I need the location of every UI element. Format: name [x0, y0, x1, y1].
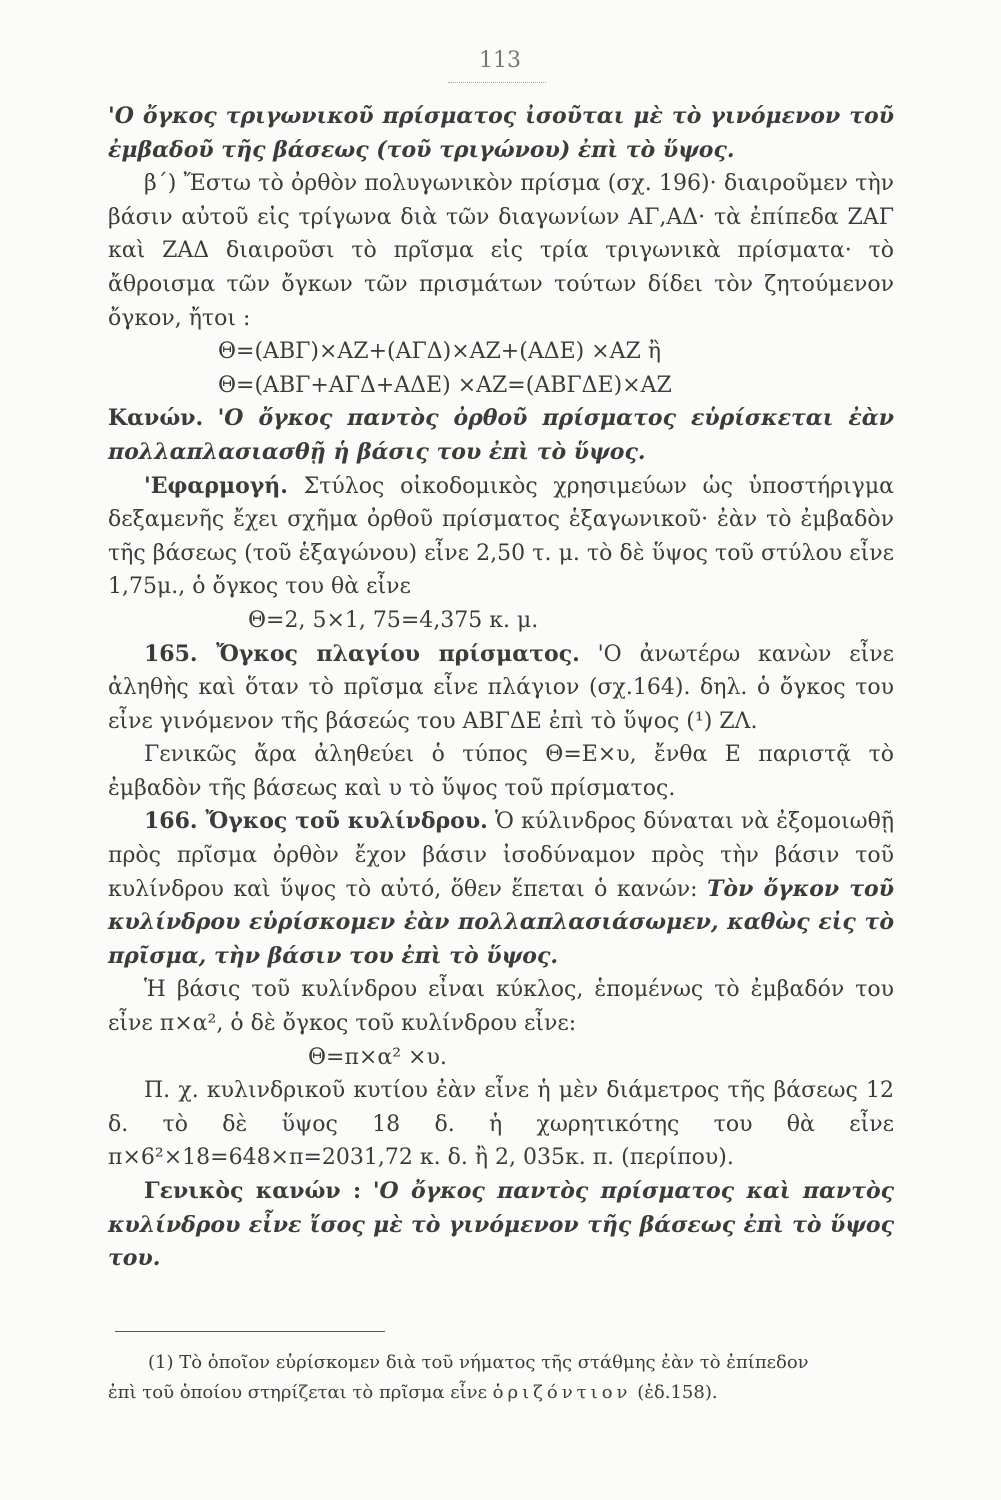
page-number-rule: [448, 82, 546, 83]
page-number: 113: [479, 48, 521, 73]
section-166: [108, 805, 894, 973]
general-rule-text: 'Ο ὄγκος παντὸς πρίσματος καὶ παντὸς κυλίνδρου εἶνε ἴσος μὲ τὸ γινόμενον τῆς βάσεως ἐπὶ τὸ ὕψος του.: [108, 1178, 895, 1272]
example-paragraph: Π. χ. κυλινδρικοῦ κυτίου ἐὰν εἶνε ἡ μὲν διάμετρος τῆς βάσεως 12 δ. τὸ δὲ ὕψος 18 δ. ἡ χωρητικότης του θὰ εἶνε π×6²×18=648×π=2031,72 κ. δ. ἢ 2, 035κ. π. (περίπου).: [108, 1078, 894, 1171]
general-rule-paragraph: [108, 1175, 894, 1276]
footnote-line-2-a: ἐπὶ τοῦ ὁποίου στηρίζεται τὸ πρῖσμα εἶνε: [108, 1382, 487, 1403]
circle-base-paragraph: Ἡ βάσις τοῦ κυλίνδρου εἶναι κύκλος, ἑπομένως τὸ ἐμβαδόν του εἶνε π×α², ὁ δὲ ὄγκος τοῦ κυλίνδρου εἶνε:: [108, 977, 894, 1037]
body-text: [108, 100, 894, 1276]
equation-1: Θ=(ΑΒΓ)×ΑΖ+(ΑΓΔ)×ΑΖ+(ΑΔΕ) ×ΑΖ ἢ: [218, 339, 662, 365]
section-165: [108, 638, 894, 739]
general-formula-paragraph: Γενικῶς ἄρα ἀληθεύει ὁ τύπος Θ=Ε×υ, ἔνθα Ε παριστᾷ τὸ ἐμβαδὸν τῆς βάσεως καὶ υ τὸ ὕψος τοῦ πρίσματος.: [108, 742, 894, 801]
application-text: Στύλος οἰκοδομικὸς χρησιμεύων ὡς ὑποστήριγμα δεξαμενῆς ἔχει σχῆμα ὀρθοῦ πρίσματος ἑξαγωνικοῦ· ἐὰν τὸ ἐμβαδὸν τῆς βάσεως (τοῦ ἑξαγώνου) εἶνε 2,50 τ. μ. τὸ δὲ ὕψος τοῦ στύλου εἶνε 1,75μ., ὁ ὄγκος του θὰ εἶνε: [108, 473, 894, 600]
general-rule-label: Γενικὸς κανών :: [144, 1178, 362, 1204]
footnote: [108, 1348, 894, 1408]
footnote-rule: [115, 1331, 385, 1332]
equation-3: Θ=2, 5×1, 75=4,375 κ. μ.: [248, 607, 539, 633]
footnote-spaced-word: ὁριζόντιον: [492, 1382, 632, 1403]
footnote-line-2: [108, 1378, 894, 1408]
section-166-heading: 166. Ὄγκος τοῦ κυλίνδρου.: [144, 808, 488, 835]
prism-theorem: 'Ο ὄγκος τριγωνικοῦ πρίσματος ἰσοῦται μὲ τὸ γινόμενον τοῦ ἐμβαδοῦ τῆς βάσεως (τοῦ τριγώνου) ἐπὶ τὸ ὕψος.: [108, 103, 894, 163]
polygonal-prism-paragraph: β΄) Ἔστω τὸ ὀρθὸν πολυγωνικὸν πρίσμα (σχ. 196)· διαιροῦμεν τὴν βάσιν αὐτοῦ εἰς τρίγωνα διὰ τῶν διαγωνίων ΑΓ,ΑΔ· τὰ ἐπίπεδα ΖΑΓ καὶ ΖΑΔ διαιροῦσι τὸ πρῖσμα εἰς τρία τριγωνικὰ πρίσματα· τὸ ἄθροισμα τῶν ὄγκων τῶν πρισμάτων τούτων δίδει τὸν ζητούμενον ὄγκον, ἤτοι :: [108, 171, 894, 331]
footnote-line-2-c: (ἐδ.158).: [637, 1382, 718, 1403]
application-paragraph: [108, 470, 894, 604]
rule-paragraph: [108, 402, 894, 469]
section-166-text: Ὁ κύλινδρος δύναται νὰ ἐξομοιωθῇ πρὸς πρῖσμα ὀρθὸν ἔχον βάσιν ἰσοδύναμον πρὸς τὴν βάσιν τοῦ κυλίνδρου καὶ ὕψος τὸ αὐτό, ὅθεν ἕπεται ὁ κανών:: [108, 809, 895, 902]
application-label: 'Εφαρμογή.: [144, 472, 288, 499]
equation-4: Θ=π×α² ×υ.: [308, 1044, 447, 1070]
section-165-text: 'Ο ἀνωτέρω κανὼν εἶνε ἀληθὴς καὶ ὅταν τὸ πρῖσμα εἶνε πλάγιον (σχ.164). δηλ. ὁ ὄγκος του εἶνε γινόμενον τῆς βάσεώς του ΑΒΓΔΕ ἐπὶ τὸ ὕψος (¹) ΖΛ.: [108, 641, 895, 734]
equation-2: Θ=(ΑΒΓ+ΑΓΔ+ΑΔΕ) ×ΑΖ=(ΑΒΓΔΕ)×ΑΖ: [218, 372, 672, 398]
footnote-line-1: (1) Τὸ ὁποῖον εὑρίσκομεν διὰ τοῦ νήματος τῆς στάθμης ἐὰν τὸ ἐπίπεδον: [148, 1352, 809, 1373]
section-165-heading: 165. Ὄγκος πλαγίου πρίσματος.: [144, 640, 580, 667]
cylinder-rule: Τὸν ὄγκον τοῦ κυλίνδρου εὑρίσκομεν ἐὰν πολλαπλασιάσωμεν, καθὼς εἰς τὸ πρῖσμα, τὴν βάσιν του ἐπὶ τὸ ὕψος.: [108, 875, 894, 969]
rule-text: 'Ο ὄγκος παντὸς ὀρθοῦ πρίσματος εὑρίσκεται ἐὰν πολλαπλασιασθῇ ἡ βάσις του ἐπὶ τὸ ὕψος.: [108, 405, 894, 465]
rule-label: Κανών.: [108, 405, 204, 432]
